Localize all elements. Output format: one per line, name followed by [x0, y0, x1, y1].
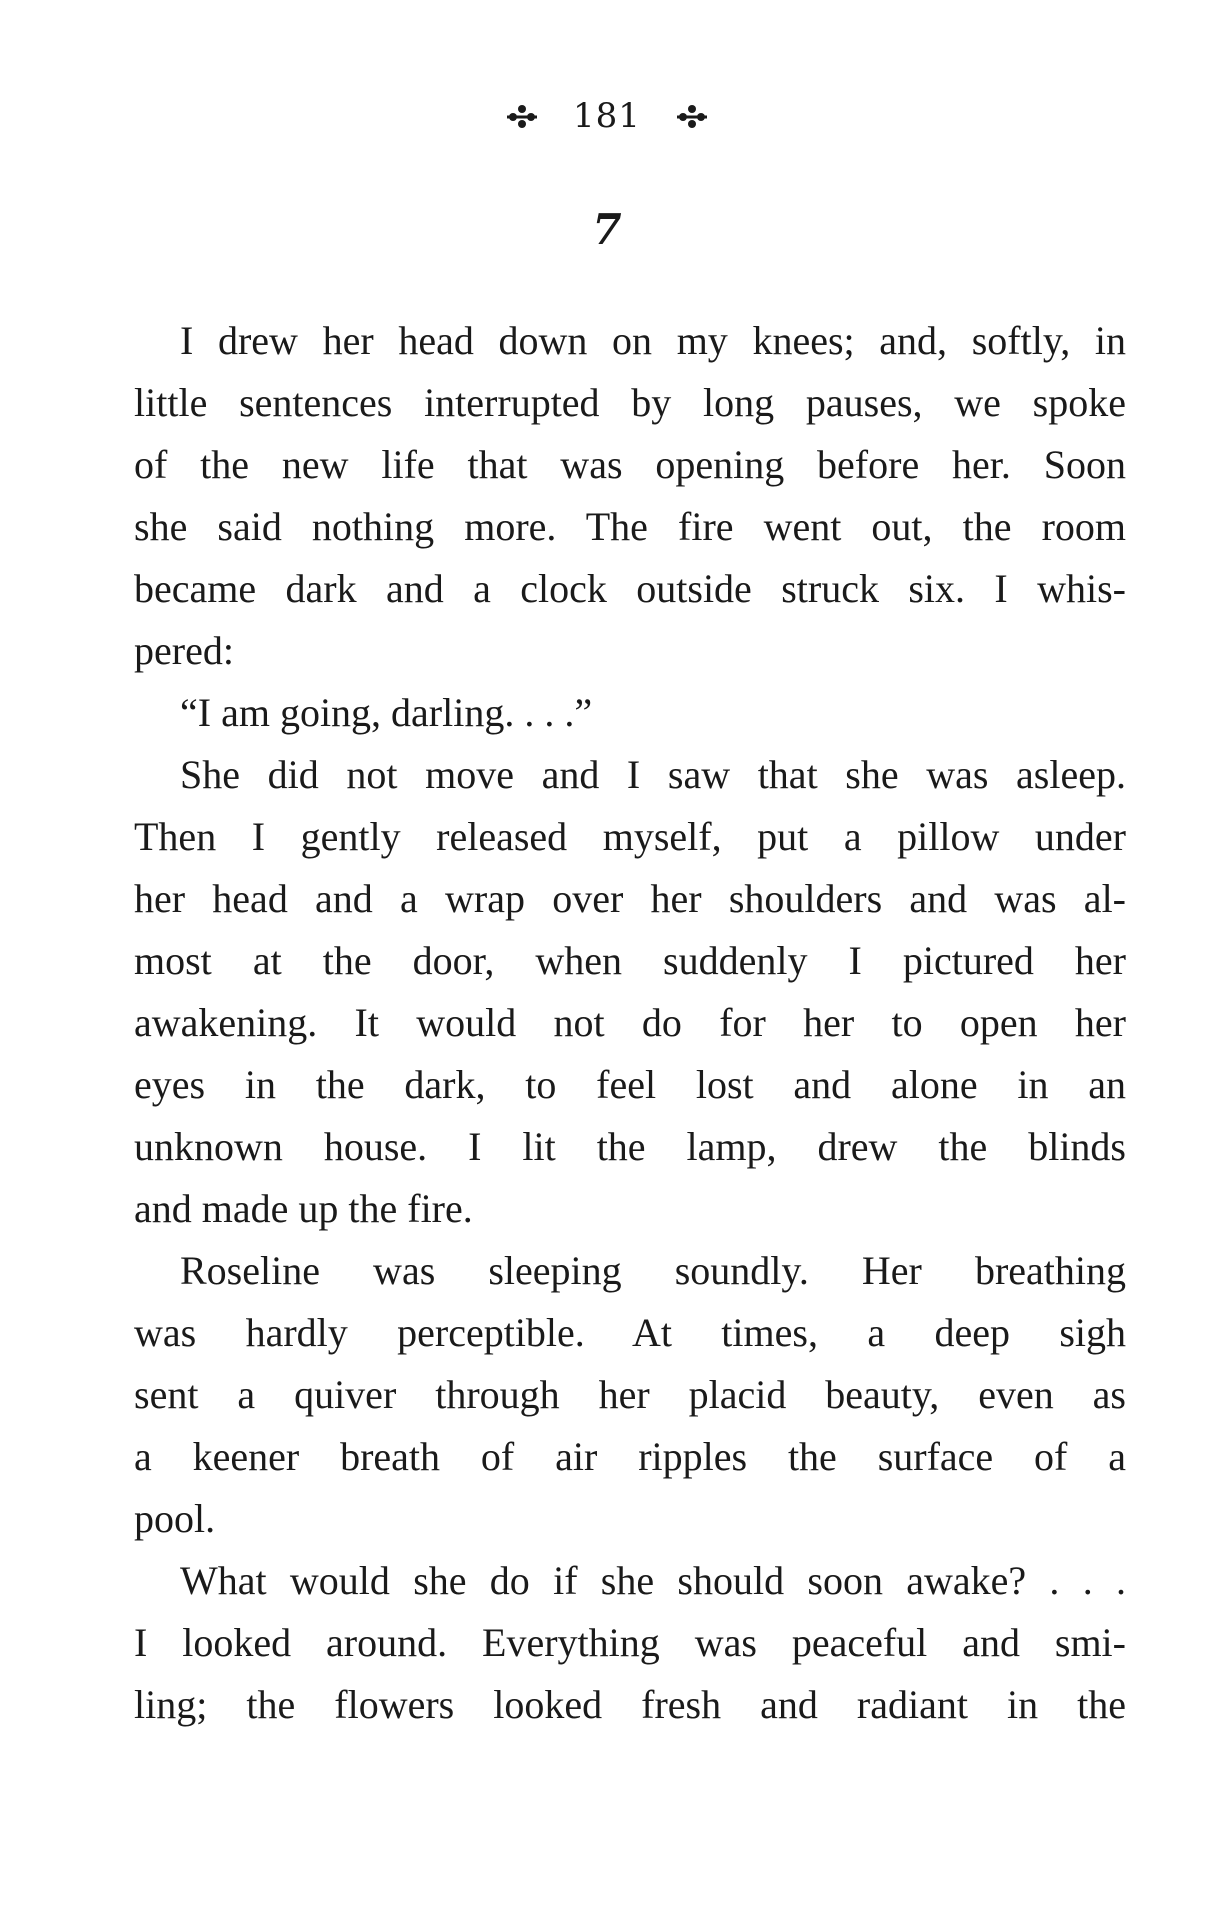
text-line: became dark and a clock outside struck six. I whis- [134, 566, 1126, 611]
text-line: “I am going, darling. . . .” [180, 690, 593, 735]
signature-mark: 7 [592, 205, 622, 254]
text-line: I drew her head down on my knees; and, softly, in [180, 318, 1126, 363]
fleuron-left-icon [505, 101, 539, 131]
text-line: Then I gently released myself, put a pillow under [134, 814, 1126, 859]
page-header [0, 96, 1214, 136]
text-line: eyes in the dark, to feel lost and alone in an [134, 1062, 1126, 1107]
text-line: I looked around. Everything was peaceful and smi- [134, 1620, 1126, 1665]
page-number: 181 [573, 96, 641, 136]
text-line: pered: [134, 628, 234, 673]
text-line: sent a quiver through her placid beauty, even as [134, 1372, 1126, 1417]
text-line: little sentences interrupted by long pauses, we spoke [134, 380, 1126, 425]
text-line: awakening. It would not do for her to open her [134, 1000, 1126, 1045]
text-line: of the new life that was opening before her. Soon [134, 442, 1126, 487]
text-line: she said nothing more. The fire went out, the room [134, 504, 1126, 549]
fleuron-right-icon [675, 101, 709, 131]
text-line: was hardly perceptible. At times, a deep sigh [134, 1310, 1126, 1355]
text-line: Roseline was sleeping soundly. Her breathing [180, 1248, 1126, 1293]
text-line: ling; the flowers looked fresh and radiant in the [134, 1682, 1126, 1727]
text-line: unknown house. I lit the lamp, drew the blinds [134, 1124, 1126, 1169]
text-line: her head and a wrap over her shoulders and was al- [134, 876, 1126, 921]
text-line: a keener breath of air ripples the surface of a [134, 1434, 1126, 1479]
text-line: pool. [134, 1496, 216, 1541]
text-line: most at the door, when suddenly I pictured her [134, 938, 1126, 983]
body-text [134, 310, 1126, 1736]
text-line: and made up the fire. [134, 1186, 473, 1231]
text-line: What would she do if she should soon awake? . . . [180, 1558, 1126, 1603]
text-line: She did not move and I saw that she was asleep. [180, 752, 1126, 797]
